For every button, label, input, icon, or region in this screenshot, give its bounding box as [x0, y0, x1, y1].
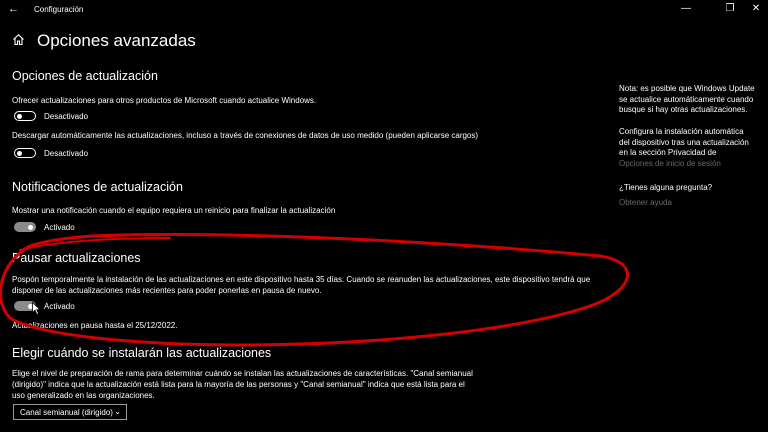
mouse-cursor-icon [32, 302, 41, 315]
metered-download-state: Desactivado [44, 148, 89, 158]
sidebar-privacy [619, 127, 764, 169]
pause-updates-state: Activado [44, 301, 75, 311]
offer-updates-toggle[interactable] [14, 111, 36, 121]
metered-download-text: Descargar automáticamente las actualizaciones, incluso a través de conexiones de datos de uso medido (pueden aplicarse cargos) [12, 131, 479, 140]
notifications-heading: Notificaciones de actualización [12, 180, 183, 194]
get-help-link[interactable]: Obtener ayuda [619, 198, 672, 207]
branch-readiness-value: Canal semianual (dirigido) [20, 408, 113, 417]
offer-updates-toggle-row[interactable] [14, 110, 88, 122]
title-bar [0, 0, 768, 20]
choose-when-heading: Elegir cuándo se instalarán las actualizaciones [12, 346, 272, 360]
sign-in-options-link[interactable]: Opciones de inicio de sesión [619, 158, 721, 168]
pause-updates-toggle-row[interactable] [14, 300, 75, 312]
update-options-heading: Opciones de actualización [12, 69, 158, 83]
pause-description-line2: disponer de las actualizaciones más recientes para poder ponerlas en pausa de nuevo. [12, 286, 322, 295]
maximize-icon[interactable]: ❐ [725, 3, 735, 14]
branch-description-line1: Elige el nivel de preparación de rama para determinar cuándo se instalan las actualizaciones de características. "Canal semianual [12, 369, 473, 378]
restart-notification-toggle-row[interactable] [14, 221, 75, 233]
branch-readiness-select[interactable] [13, 404, 127, 420]
metered-download-toggle-row[interactable] [14, 147, 88, 159]
chevron-down-icon: ⌄ [114, 407, 121, 416]
sidebar-question: ¿Tienes alguna pregunta? [619, 183, 713, 192]
sidebar-privacy-line: del dispositivo tras una actualización [619, 137, 749, 147]
paused-until-text: Actualizaciones en pausa hasta el 25/12/2022. [12, 321, 178, 330]
sidebar-privacy-line: en la sección Privacidad de [619, 148, 717, 157]
metered-download-toggle[interactable] [14, 148, 36, 158]
sidebar-note-line: se actualice automáticamente cuando [619, 94, 754, 104]
home-icon[interactable] [12, 33, 25, 49]
sidebar-note-line: Nota: es posible que Windows Update [619, 84, 755, 93]
page-title: Opciones avanzadas [37, 31, 196, 50]
back-arrow-icon[interactable]: ← [8, 3, 19, 15]
sidebar-privacy-line: Configura la instalación automática [619, 127, 744, 136]
app-title: Configuración [34, 5, 84, 14]
pause-updates-heading: Pausar actualizaciones [12, 251, 141, 265]
sidebar-note [619, 84, 764, 116]
branch-description-line2: (dirigido)" indica que la actualización está lista para la mayoría de las personas y "Canal semianual" indica que está lista para el [12, 380, 465, 389]
offer-updates-state: Desactivado [44, 111, 89, 121]
restart-notification-state: Activado [44, 222, 75, 232]
sidebar-note-line: busque si hay otras actualizaciones. [619, 105, 748, 114]
restart-notification-text: Mostrar una notificación cuando el equipo requiera un reinicio para finalizar la actualización [12, 206, 336, 215]
restart-notification-toggle[interactable] [14, 222, 36, 232]
branch-description-line3: uso generalizado en las organizaciones. [12, 391, 155, 400]
pause-description-line1: Pospón temporalmente la instalación de las actualizaciones en este dispositivo hasta 35 días. Cuando se reanuden las actualizaciones, este dispositivo tendrá que [12, 275, 591, 284]
offer-updates-text: Ofrecer actualizaciones para otros productos de Microsoft cuando actualice Windows. [12, 96, 317, 105]
close-icon[interactable]: ✕ [751, 3, 761, 14]
minimize-icon[interactable]: — [681, 3, 691, 14]
